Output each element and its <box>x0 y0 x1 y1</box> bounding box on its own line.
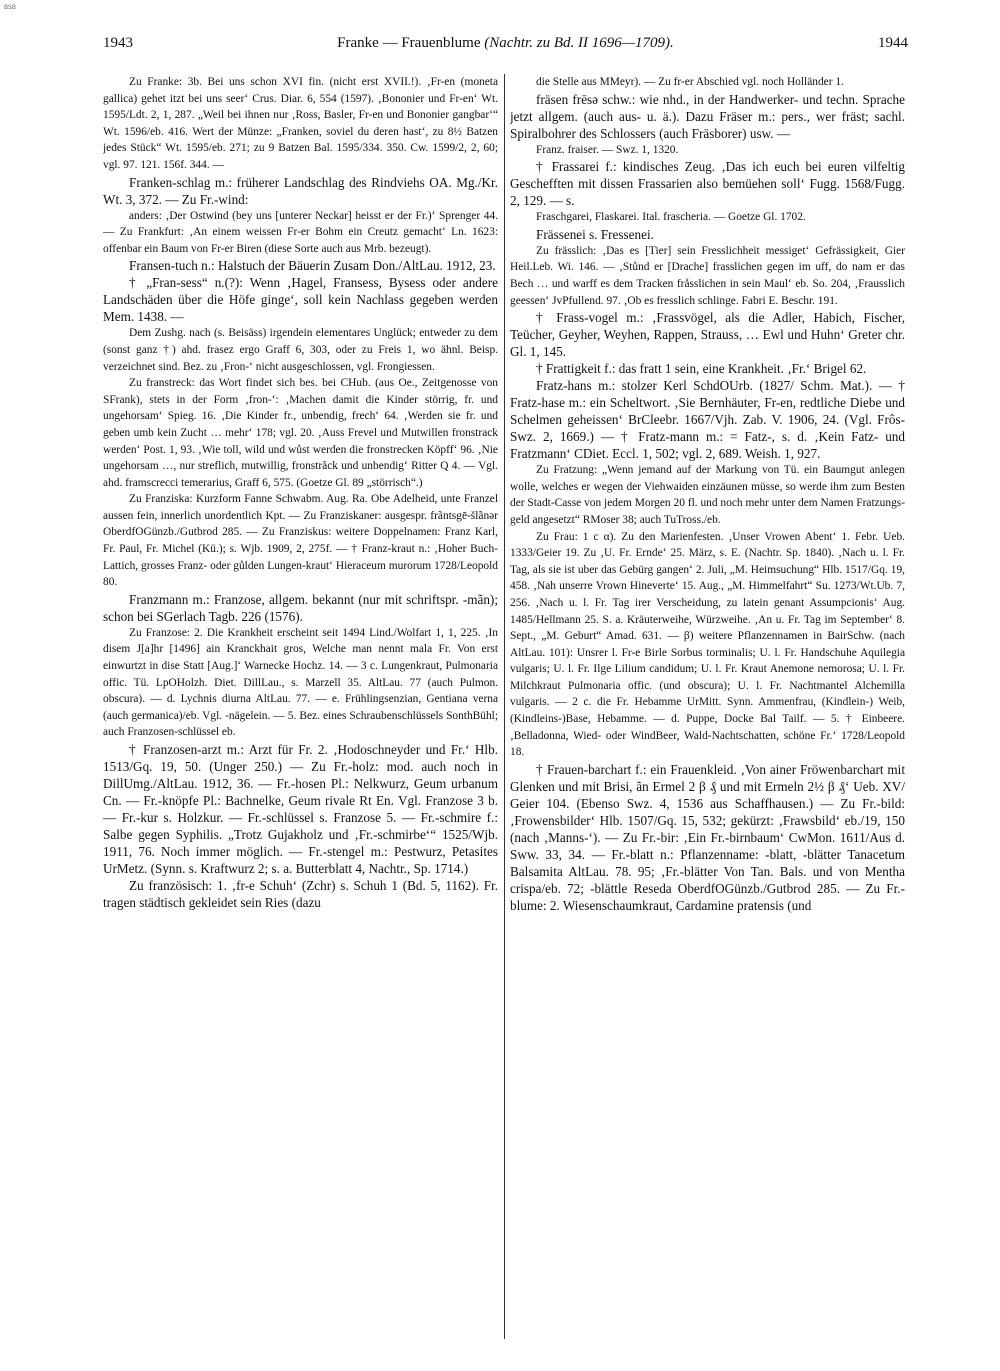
dictionary-entry-fran-sess: † „Fran-sess“ n.(?): Wenn ‚Hagel, Fransess, Bysess oder andere Landschäden über die Höfe ginge‘, soll kein Nachlass gegeben werden Mem. 1438. — <box>103 275 498 325</box>
dictionary-entry-cont: die Stelle aus MMeyr). — Zu fr-er Abschied vgl. noch Holländer 1. <box>536 76 844 88</box>
dictionary-entry-fraesslich: Zu frässlich: ‚Das es [Tier] sein Fresslichheit messiget‘ Gefrässigkeit, Gier Heil.Leb. Wi. 146. — ‚Stůnd er [Drache] frasslichen gegen im uff, do nam er das Bech … und warff es dem Tracken fråsslichen in sein Maul‘ eb. So. 204, ‚Frausslich geessen‘ JvPfullend. 97. ‚Ob es fresslich schlinge. Fabri E. Beschr. 191. <box>510 244 905 307</box>
dictionary-entry-franstreck: Zu franstreck: das Wort findet sich bes. bei CHub. (aus Oe., Zeitgenosse von SFrank), stets in der Form ‚fron-‘: ‚Machen damit die Kinder störrig, fr. und ungehorsam‘ Spieg. 16. ‚Die Kinder fr., unbendig, frech‘ 64. ‚Werden sie fr. und geben umb kein Zucht … mehr‘ 178; vgl. 20. ‚Auss Frevel und Mutwillen fronstrack werden‘ Post. 1, 93. ‚Wie toll, wild und wůst werden die fronstrecken Köpff‘ 96. ‚Nie ungehorsam …, nur streflich, mutwillig, fronstrăck und unbendig‘ Ritter Q 4. — Vgl. ahd. framscrecci temerarius, Graff 6, 575. (Goetze Gl. 89 „störrisch“.) <box>103 377 498 489</box>
running-title <box>103 35 908 52</box>
dictionary-entry-franziska: Zu Franziska: Kurzform Fanne Schwabm. Aug. Ra. Obe Adelheid, unte Franzel aussen fein, innerlich unordentlich Kpt. — Zu Franziskaner: ausgespr. frãntsgē-šlãnər OberdfOGünzb./Gutbrod 285. — Zu Franziskus: weitere Doppelnamen: Franz Karl, Fr. Paul, Fr. Michel (Kü.); s. Wjb. 1909, 2, 275f. — † Franz-kraut n.: ‚Hoher Buch-Lattich, grosses Franz- oder gůlden Lungen-kraut‘ Hieraceum murorum 1728/Leopold 80. <box>103 493 498 589</box>
dictionary-entry-frattigkeit: † Frattigkeit f.: das fratt 1 sein, eine Krankheit. ‚Fr.‘ Brigel 62. <box>536 361 867 377</box>
left-column <box>103 74 498 1344</box>
dictionary-entry-frauen-barchart: † Frauen-barchart f.: ein Frauenkleid. ‚Von ainer Fröwenbarchart mit Glenken und mit Brisi, ãn Ermel 2 β ₰ und mit Ermeln 2½ β ₰‘ Ueb. XV/ Geier 104. (Ebenso Swz. 4, 1536 aus Schaffhausen.) — Zu Fr.-bild: ‚Frowensbilder‘ Hlb. 1507/Gq. 15, 532; gekürzt: ‚Frawsbild‘ eb./19, 150 (nach ‚Manns-‘). — Zu Fr.-bir: ‚Ein Fr.-birnbaum‘ CwMon. 1611/Aus d. Sww. 33, 34. — Fr.-blatt n.: Pflanzenname: -blatt, -blätter Tanacetum Balsamita AltLau. 78. 95; ‚Fr.-blätter Von Tan. Bals. und von Mentha crispa/eb. 72; -blättle Reseda OberdfOGünzb./Gutbrod 285. — Zu Fr.-blume: 2. Wiesenschaumkraut, Cardamine pratensis (und <box>510 761 905 913</box>
column-divider <box>504 74 505 1339</box>
dictionary-entry-frassarei: † Frassarei f.: kindisches Zeug. ‚Das ich euch bei euren vilfeltig Geschefften mit dissen Frassarien also bemüehen soll‘ Fugg. 1568/Fugg. 2, 129. — s. <box>510 159 905 209</box>
dictionary-entry-fraesen: fräsen frēsə schw.: wie nhd., in der Handwerker- und techn. Sprache jetzt allgem. (auch aus- u. ä.). Dazu Fräser m.: pers., wer fräst; sachl. Spiralbohrer des Schlossers (auch Fräsborer) usw. — <box>510 91 905 141</box>
dictionary-entry-fran-sess-note: Dem Zushg. nach (s. Beisäss) irgendein elementares Unglück; entweder zu dem (sonst ganz †) ahd. frasez ergo Graff 6, 303, oder zu Freis 1, wo ähnl. Beisp. verzeichnet sind. Bez. zu ‚Fron-‘ nicht ausgeschlossen, vgl. Frongiessen. <box>103 327 498 373</box>
running-title-main: Franke — Frauenblume <box>337 35 481 51</box>
dictionary-entry-fratz-hans: Fratz-hans m.: stolzer Kerl SchdOUrb. (1827/ Schm. Mat.). — † Fratz-hase m.: ein Scheltwort. ‚Sie Bernhäuter, Fr-en, redtliche Diebe und Schelmen geheissen‘ BrCleebr. 1667/Vjh. Zab. V. 1906, 24. (Vgl. Frôs- Swz. 2, 1669.) — † Fratz-mann m.: = Fatz-, s. d. ‚Kein Fatz- und Fratzmann‘ CDiet. Eccl. 1, 502; vgl. 2, 689. Weish. 1, 927. <box>510 378 905 462</box>
dictionary-entry-fraiser: Franz. fraiser. — Swz. 1, 1320. <box>536 143 679 156</box>
dictionary-entry-frau: Zu Frau: 1 c α). Zu den Marienfesten. ‚Unser Vrowen Abent‘ 1. Febr. Ueb. 1333/Geier 19. Zu ‚U. Fr. Ernde‘ 25. März, s. E. (Nachtr. Sp. 1840). ‚Nach u. l. Fr. Tag, als sie ist uber das Gebürg gangen‘ 2. Juli, „M. Heimsuchung“ Hlb. 1517/Gq. 19, 458. ‚Nah unserre Vrown Hineverte‘ 15. Aug., „M. Himmelfahrt“ Su. 1273/Wt.Ub. 7, 256. ‚Nach u. l. Fr. Tag irer Verscheidung, zu latein genant Assumpcionis‘ Aug. 1485/Hellmann 25. S. a. Kräuterweihe, Würzweihe. ‚An u. Fr. Tag im September‘ 8. Sept., „M. Geburt“ Amad. 631. — β) weitere Pflanzennamen in BairSchw. (nach AltLau. 101): Unsrer l. Fr-e Birle Sorbus torminalis; U. l. Fr. Handschuhe Aquilegia vulgaris; U. l. Fr. Ilge Lilium candidum; U. l. Fr. Kraut Anemone nemorosa; U. l. Fr. Milchkraut Pulmonaria offic. (und obscura); U. l. Fr. Nachtmantel Alchemilla vulgaris. — 2 c. die Fr. Hebamme UrMitt. Synn. Ammenfrau, (Kindlein-) Weib, (Kindleins-)Base, Hebamme. — d. Puppe, Docke Bal Tailf. — 5. † Einbeere. ‚Belladonna, Wied- oder WindBeer, Wald-Nachtschatten, schöne Fr.‘ 1728/Leopold 18. <box>510 530 905 759</box>
dictionary-entry-fraschgarei: Fraschgarei, Flaskarei. Ital. frascheria. — Goetze Gl. 1702. <box>536 211 806 224</box>
running-title-italic: (Nachtr. zu Bd. II 1696—1709). <box>484 35 674 51</box>
dictionary-entry-fransen-tuch: Fransen-tuch n.: Halstuch der Bäuerin Zusam Don./AltLau. 1912, 23. <box>129 258 496 274</box>
dictionary-entry-franzmann: Franzmann m.: Franzose, allgem. bekannt (nur mit schriftspr. -mãn); schon bei SGerlach Tagb. 226 (1576). <box>103 591 498 624</box>
dictionary-entry-fr-wind: anders: ‚Der Ostwind (bey uns [unterer Neckar] heisst er der Fr.)‘ Sprenger 44. — Zu Frankfurt: ‚An einem weissen Fr-er Bohm ein Creutz gemacht‘ Ln. 1623: offenbar ein Baum von Fr-er Biren (diese Sorte auch aus Mrb. bezeugt). <box>103 209 498 255</box>
dictionary-entry-fratzung: Zu Fratzung: „Wenn jemand auf der Markung von Tü. ein Baumgut anlegen wolle, welches er wegen der Viehwaiden einzäunen müsse, so werde ihm zum Besten der Stadt-Casse von jedem Morgen 20 fl. und noch mehr unter dem Namen Fratzungs-geld angesetzt“ RMoser 38; auch TuTross./eb. <box>510 464 905 526</box>
dictionary-entry-frassenei: Frässenei s. Fressenei. <box>536 226 654 242</box>
dictionary-entry-frass-vogel: † Frass-vogel m.: ‚Frassvögel, als die Adler, Habich, Fischer, Teücher, Geyher, Weyhen, Rappen, Strauss, … Ewl und Huhn‘ Greter chr. Gl. 1, 145. <box>510 310 905 360</box>
dictionary-entry-franken-schlag: Franken-schlag m.: früherer Landschlag des Rindviehs OA. Mg./Kr. Wt. 3, 372. — Zu Fr.-wind: <box>103 174 498 207</box>
page-number-left: 1943 <box>103 35 133 51</box>
dictionary-entry-franzose: Zu Franzose: 2. Die Krankheit erscheint seit 1494 Lind./Wolfart 1, 1, 225. ‚In disem J[a]hr [1496] ain Kranckhait gros, Welche man nennt mala Fr. Von erst einwurtzt in dise Statt [Aug.]‘ Warnecke Hochz. 14. — 3 c. Lungenkraut, Pulmonaria offic. Tü. LpOHolzh. Diet. DillLau., s. Marzell 35. AltLau. 77 (auch Pulmon. obscura). — d. Lychnis diurna AltLau. 77. — e. Frühlingsenzian, Gentiana verna (auch germanica)/eb. Vgl. -nägelein. — 5. Bez. eines Schraubenschlüssels SonthBühl; auch Franzosen-schlüssel eb. <box>103 626 498 739</box>
page-number-right: 1944 <box>878 35 908 51</box>
dictionary-entry-franzosen-arzt: † Franzosen-arzt m.: Arzt für Fr. 2. ‚Hodoschneyder und Fr.‘ Hlb. 1513/Gq. 19, 50. (Unger 250.) — Zu Fr.-holz: mod. auch noch in DillUmg./AltLau. 1912, 36. — Fr.-hosen Pl.: Nelkwurz, Geum urbanum Cn. — Fr.-knöpfe Pl.: Bachnelke, Geum rivale Rt En. Vgl. Franzose 3 b. — Fr.-kur s. Holzkur. — Fr.-schlüssel s. Franzose 5. — Fr.-schmire f.: Salbe gegen Syphilis. „Trotz Gujakholz und ‚Fr.-schmirbe‘“ 1525/Wjb. 1911, 76. Noch immer möglich. — Fr.-stengel m.: Pestwurz, Petasites UrMetz. (Synn. s. Kraftwurz 2; s. a. Butterblatt 4, Nachtr., Sp. 1714.) <box>103 742 498 876</box>
dictionary-entry-franke: Zu Franke: 3b. Bei uns schon XVI fin. (nicht erst XVII.!). ‚Fr-en (moneta gallica) gehet itzt bei uns seer‘ Crus. Diar. 6, 554 (1597). ‚Bononier und Fr-en‘ Wt. 1595/Ldt. 2, 1, 287. „Weil bei ihnen nur ‚Ross, Basler, Fr-en und Bononier gangbar‘“ Wt. 1596/eb. 416. Wert der Münze: „Franken, soviel du deren hast‘, zu 8½ Batzen jedes Stück“ Wt. 1595/eb. 271; zu 9 Batzen Bal. 1595/334. 350. Cw. 1599/2, 2, 60; vgl. 97. 121. 156f. 344. — <box>103 76 498 171</box>
page-header <box>103 35 908 57</box>
dictionary-entry-franzoesisch: Zu französisch: 1. ‚fr-e Schuh‘ (Zchr) s. Schuh 1 (Bd. 5, 1162). Fr. tragen städtisch gekleidet sein Ries (dazu <box>103 878 498 910</box>
right-column <box>510 74 905 1344</box>
library-watermark: BSB <box>4 4 16 11</box>
